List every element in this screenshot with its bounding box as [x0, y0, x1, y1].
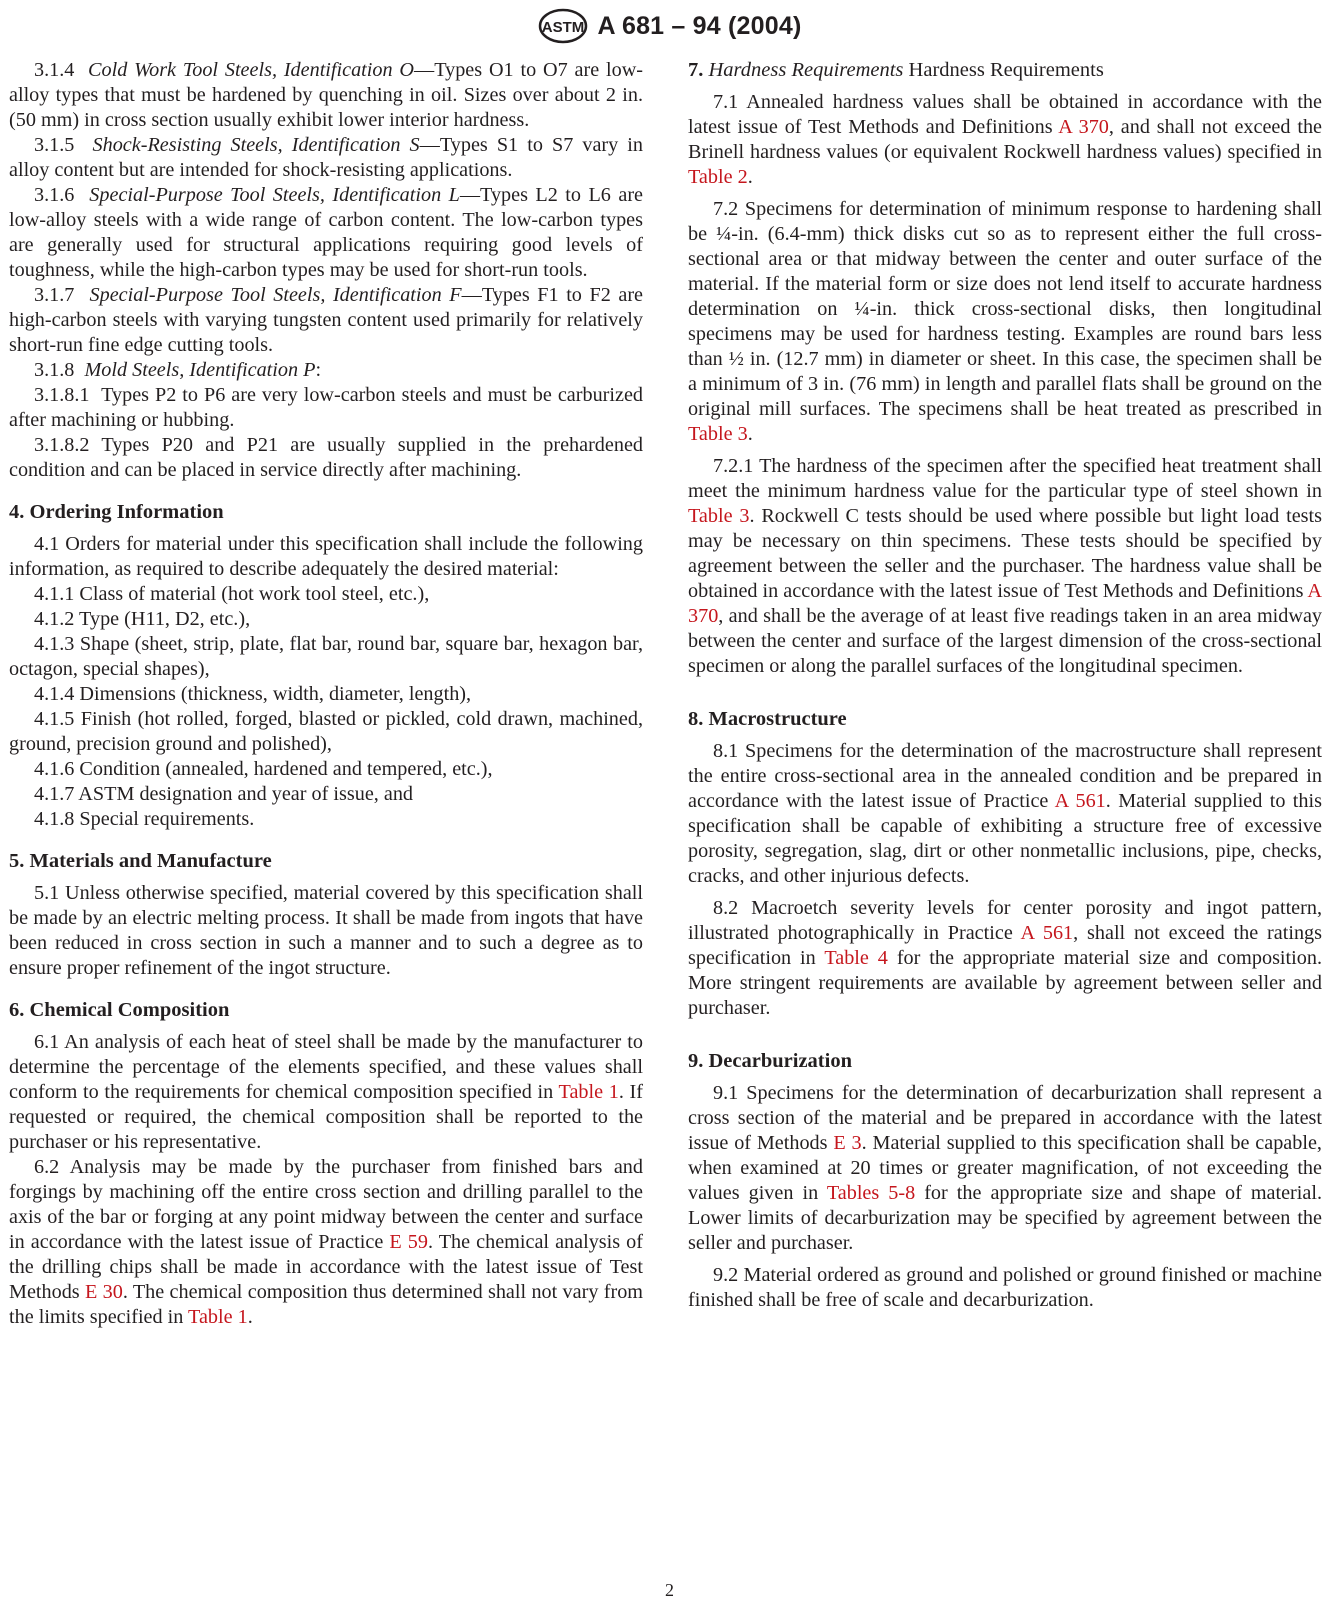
right-column	[688, 58, 1322, 1313]
section-heading-hardness-requirements: 7. Hardness Requirements Hardness Requirements	[688, 59, 1104, 81]
a561-link[interactable]: A 561	[1020, 922, 1074, 944]
a561-link[interactable]: A 561	[1054, 790, 1106, 812]
list-item: 4.1.2 Type (H11, D2, etc.),	[34, 608, 251, 630]
standard-designation: A 681 – 94 (2004)	[597, 11, 802, 40]
list-item: 4.1.1 Class of material (hot work tool steel, etc.),	[34, 583, 430, 605]
paragraph-3-1-5: 3.1.5 Shock-Resisting Steels, Identification S—Types S1 to S7 vary in alloy content but are intended for shock-resisting applications.	[9, 134, 644, 181]
paragraph-3-1-8-1: 3.1.8.1 Types P2 to P6 are very low-carbon steels and must be carburized after machining or hubbing.	[9, 384, 644, 431]
paragraph-5-1: 5.1 Unless otherwise specified, material covered by this specification shall be made by an electric melting process. It shall be made from ingots that have been reduced in cross section in such a manner and to such a degree as to ensure proper refinement of the ingot structure.	[9, 882, 643, 979]
paragraph-6-2: 6.2 Analysis may be made by the purchaser from finished bars and forgings by machining off the entire cross section and drilling parallel to the axis of the bar or forging at any point midway between the center and surface in accordance with the latest issue of Practice E 59. The chemical analysis of the drilling chips shall be made in accordance with the latest issue of Test Methods E 30. The chemical composition thus determined shall not vary from the limits specified in Table 1.	[9, 1156, 643, 1328]
paragraph-9-2: 9.2 Material ordered as ground and polished or ground finished or machine finished shall be free of scale and decarburization.	[688, 1264, 1322, 1311]
paragraph-3-1-8-2: 3.1.8.2 Types P20 and P21 are usually supplied in the prehardened condition and can be placed in service directly after machining.	[9, 434, 644, 481]
table-1-link[interactable]: Table 1	[558, 1081, 619, 1103]
list-item: 4.1.3 Shape (sheet, strip, plate, flat bar, round bar, square bar, hexagon bar, octagon, special shapes),	[9, 633, 643, 680]
table-3-link[interactable]: Table 3	[688, 505, 750, 527]
paragraph-8-1: 8.1 Specimens for the determination of the macrostructure shall represent the entire cross-sectional area in the annealed condition and be prepared in accordance with the latest issue of Practice A 561. Material supplied to this specification shall be capable of exhibiting a structure free of excessive porosity, segregation, slag, dirt or other nonmetallic inclusions, pipe, checks, cracks, and other injurious defects.	[688, 740, 1322, 887]
paragraph-7-2-1: 7.2.1 The hardness of the specimen after the specified heat treatment shall meet the minimum hardness value for the particular type of steel shown in Table 3. Rockwell C tests should be used where possible but light load tests may be necessary on thin specimens. These tests should be specified by agreement between the seller and the purchaser. The hardness value shall be obtained in accordance with the latest issue of Test Methods and Definitions A 370, and shall be the average of at least five readings taken in an area midway between the center and surface of the largest dimension of the cross-sectional specimen or along the parallel surfaces of the longitudinal specimen.	[688, 455, 1322, 677]
list-item: 4.1.4 Dimensions (thickness, width, diameter, length),	[34, 683, 472, 705]
paragraph-3-1-7: 3.1.7 Special-Purpose Tool Steels, Identification F—Types F1 to F2 are high-carbon steels with varying tungsten content used primarily for relatively short-run fine edge cutting tools.	[9, 284, 643, 356]
section-heading-materials-and-manufacture: 5. Materials and Manufacture	[9, 850, 272, 872]
section-heading-decarburization: 9. Decarburization	[688, 1050, 852, 1072]
table-4-link[interactable]: Table 4	[824, 947, 888, 969]
page-number: 2	[665, 1580, 674, 1600]
section-heading-chemical-composition: 6. Chemical Composition	[9, 999, 230, 1021]
paragraph-8-2: 8.2 Macroetch severity levels for center porosity and ingot pattern, illustrated photographically in Practice A 561, shall not exceed the ratings specification in Table 4 for the appropriate material size and composition. More stringent requirements are available by agreement between seller and purchaser.	[688, 897, 1323, 1019]
list-item: 4.1.8 Special requirements.	[34, 808, 255, 830]
paragraph-7-1: 7.1 Annealed hardness values shall be obtained in accordance with the latest issue of Test Methods and Definitions A 370, and shall not exceed the Brinell hardness values (or equivalent Rockwell hardness values) specified in Table 2.	[688, 91, 1322, 188]
astm-logo-icon	[538, 8, 588, 44]
paragraph-3-1-6: 3.1.6 Special-Purpose Tool Steels, Identification L—Types L2 to L6 are low-alloy steels with a wide range of carbon content. The low-carbon types are generally used for structural applications requiring good levels of toughness, while the high-carbon types may be used for short-run tools.	[9, 184, 643, 281]
svg-text:ASTM: ASTM	[541, 19, 584, 36]
a370-link[interactable]: A 370	[688, 580, 1322, 627]
table-2-link[interactable]: Table 2	[688, 166, 748, 188]
section-heading-ordering-information: 4. Ordering Information	[9, 501, 224, 523]
table-1-link[interactable]: Table 1	[188, 1306, 248, 1328]
page-header	[0, 8, 1339, 48]
paragraph-4-1: 4.1 Orders for material under this specification shall include the following information, as required to describe adequately the desired material:	[9, 533, 643, 580]
table-3-link[interactable]: Table 3	[688, 423, 748, 445]
left-column	[9, 58, 643, 1330]
e59-link[interactable]: E 59	[389, 1231, 428, 1253]
paragraph-6-1: 6.1 An analysis of each heat of steel shall be made by the manufacturer to determine the percentage of the elements specified, and these values shall conform to the requirements for chemical composition specified in Table 1. If requested or required, the chemical composition shall be reported to the purchaser or his representative.	[9, 1031, 644, 1153]
tables-5-8-link[interactable]: Tables 5-8	[826, 1182, 916, 1204]
paragraph-7-2: 7.2 Specimens for determination of minimum response to hardening shall be ¼-in. (6.4-mm) thick disks cut so as to represent either the full cross-sectional area or that midway between the center and outer surface of the material. If the material form or size does not lend itself to accurate hardness determination on ¼-in. thick cross-sectional disks, then longitudinal specimens may be used for hardness testing. Examples are round bars less than ½ in. (12.7 mm) in diameter or sheet. In this case, the specimen shall be a minimum of 3 in. (76 mm) in length and parallel flats shall be ground on the original mill surfaces. The specimens shall be heat treated as prescribed in Table 3.	[688, 198, 1322, 445]
section-heading-macrostructure: 8. Macrostructure	[688, 708, 847, 730]
paragraph-3-1-4: 3.1.4 Cold Work Tool Steels, Identification O—Types O1 to O7 are low-alloy types that must be hardened by quenching in oil. Sizes over about 2 in. (50 mm) in cross section usually exhibit lower interior hardness.	[9, 59, 644, 131]
list-item: 4.1.6 Condition (annealed, hardened and tempered, etc.),	[34, 758, 493, 780]
paragraph-9-1: 9.1 Specimens for the determination of decarburization shall represent a cross section of the material and be prepared in accordance with the latest issue of Methods E 3. Material supplied to this specification shall be capable, when examined at 20 times or greater magnification, of not exceeding the values given in Tables 5-8 for the appropriate size and shape of material. Lower limits of decarburization may be specified by agreement between the seller and purchaser.	[688, 1082, 1322, 1254]
list-item: 4.1.5 Finish (hot rolled, forged, blasted or pickled, cold drawn, machined, ground, precision ground and polished),	[9, 708, 643, 755]
a370-link[interactable]: A 370	[1058, 116, 1109, 138]
e3-link[interactable]: E 3	[833, 1132, 862, 1154]
list-item: 4.1.7 ASTM designation and year of issue, and	[34, 783, 414, 805]
e30-link[interactable]: E 30	[84, 1281, 123, 1303]
paragraph-3-1-8: 3.1.8 Mold Steels, Identification P:	[34, 359, 322, 381]
